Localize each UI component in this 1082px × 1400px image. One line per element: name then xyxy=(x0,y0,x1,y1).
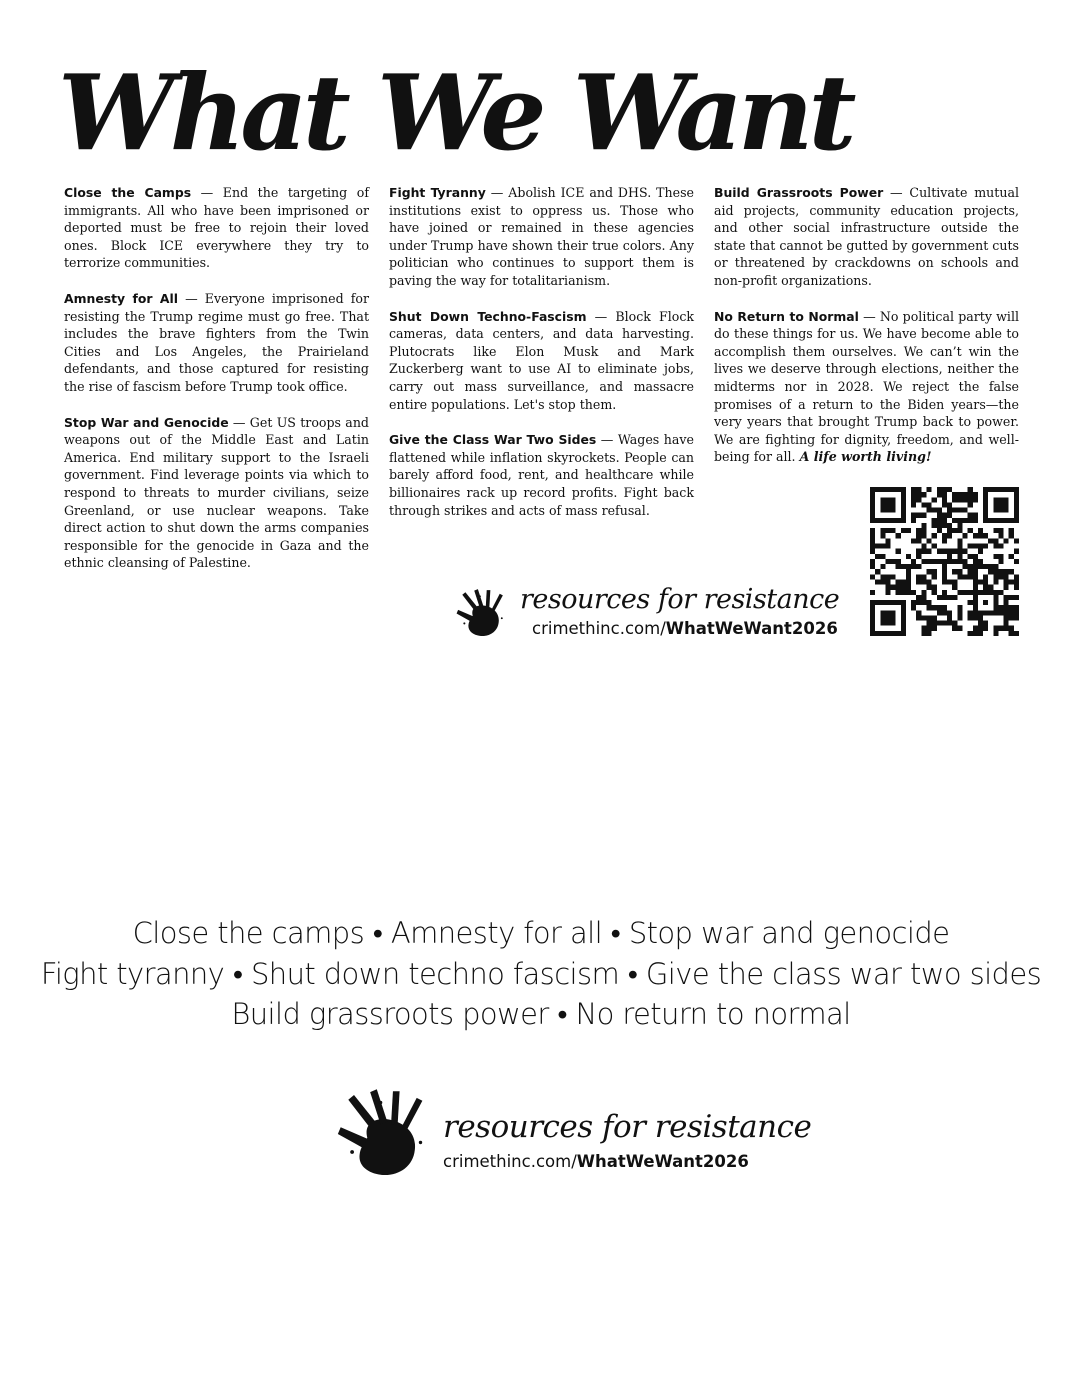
demands-column-3 xyxy=(714,184,1019,484)
demand-heading: Give the Class War Two Sides xyxy=(389,432,597,448)
handprint-icon xyxy=(335,1083,430,1183)
demand-amnesty-for-all xyxy=(64,290,369,396)
demands-column-2 xyxy=(389,184,694,537)
demand-text: — Wages have flattened while inflation skyrockets. People can barely afford food, rent, and healthcare while billionaires rack up record profits. Fight back through strikes and acts of mass refusal. xyxy=(389,432,694,518)
handprint-icon xyxy=(455,586,507,640)
demand-heading: Fight Tyranny xyxy=(389,185,486,200)
demands-column-1 xyxy=(64,184,369,590)
qr-code-icon[interactable] xyxy=(870,487,1019,636)
demand-heading: Shut Down Techno-Fascism xyxy=(389,308,587,324)
demand-text: — Cultivate mutual aid projects, community education projects, and other social infrastructure outside the state that cannot be gutted by government cuts or threatened by crackdowns on schools and non-profit organizations. xyxy=(714,185,1019,288)
demand-no-return-to-normal xyxy=(714,308,1019,466)
demand-heading: Amnesty for All xyxy=(64,290,178,306)
slogan-block xyxy=(0,913,1082,1035)
demand-text: — Block Flock cameras, data centers, and data harvesting. Plutocrats like Elon Musk and Mark Zuckerberg want to use AI to eliminate jobs, carry out mass surveillance, and massacre entire populations. Let's stop them. xyxy=(389,308,695,412)
demand-close-the-camps xyxy=(64,184,369,272)
demand-shut-down-techno-fascism xyxy=(389,308,694,414)
resources-block-bottom xyxy=(335,1083,812,1193)
demand-heading: Stop War and Genocide xyxy=(64,414,229,430)
demand-heading: Build Grassroots Power xyxy=(714,185,884,200)
slogan-line: Fight tyranny • Shut down techno fascism • Give the class war two sides xyxy=(40,956,1042,991)
demand-text: — End the targeting of immigrants. All who have been imprisoned or deported must be free to rejoin their loved ones. Block ICE everywhere they try to terrorize communities. xyxy=(64,185,369,271)
demand-heading: No Return to Normal xyxy=(714,308,859,324)
tagline: resources for resistance xyxy=(520,584,840,615)
website-link[interactable]: crimethinc.com/WhatWeWant2026 xyxy=(532,619,838,638)
website-link[interactable]: crimethinc.com/WhatWeWant2026 xyxy=(443,1152,749,1171)
demand-heading: Close the Camps xyxy=(64,185,192,200)
resources-block-top xyxy=(455,582,845,646)
page-title: What We Want xyxy=(58,51,852,174)
demand-text: — Everyone imprisoned for resisting the Trump regime must go free. That includes the brave fighters from the Twin Cities and Los Angeles, the Prairieland defendants, and those captured for resisting the rise of fascism before Trump took office. xyxy=(64,290,369,394)
closing-line: A life worth living! xyxy=(799,449,932,465)
demand-text: — No political party will do these things for us. We have become able to accomplish them ourselves. We can’t win the lives we deserve through elections, neither the midterms nor in 2028. We reject the false promises of a return to the Biden years—the very years that brought Trump back to power. We are fighting for dignity, freedom, and well-being for all. xyxy=(714,308,1019,465)
demand-stop-war-and-genocide xyxy=(64,414,369,572)
demand-build-grassroots-power xyxy=(714,184,1019,290)
tagline: resources for resistance xyxy=(443,1109,812,1145)
demand-text: — Get US troops and weapons out of the Middle East and Latin America. End military support to the Israeli government. Find leverage points via which to respond to threats to murder civilians, seize Greenland, or use nuclear weapons. Take direct action to shut down the arms companies responsible for the genocide in Gaza and the ethnic cleansing of Palestine. xyxy=(64,414,369,571)
demand-text: — Abolish ICE and DHS. These institutions exist to oppress us. Those who have joined or remained in these agencies under Trump have shown their true colors. Any politician who continues to support them is paving the way for totalitarianism. xyxy=(389,185,695,288)
demand-fight-tyranny xyxy=(389,184,694,290)
slogan-line: Build grassroots power • No return to normal xyxy=(231,997,851,1031)
demand-class-war-two-sides xyxy=(389,431,694,519)
slogan-line: Close the camps • Amnesty for all • Stop war and genocide xyxy=(132,916,950,950)
